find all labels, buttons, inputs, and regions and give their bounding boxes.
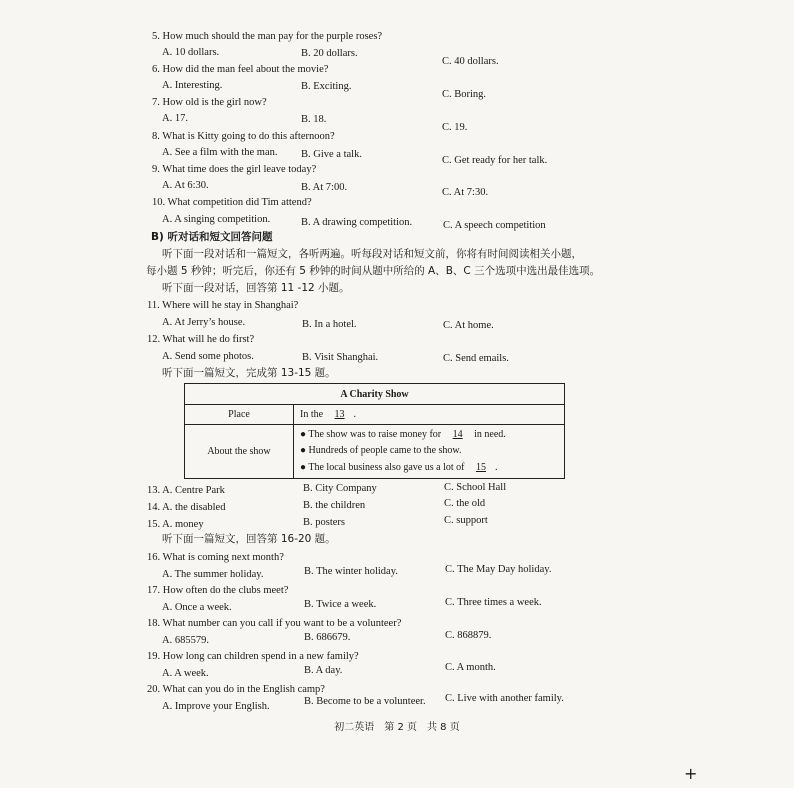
question-9-stem: 9. What time does the girl leave today?	[152, 164, 317, 175]
question-11-option-a: A. At Jerry’s house.	[162, 317, 246, 328]
option-15-a: 15. A. money	[147, 519, 204, 530]
bullet-icon: ●	[300, 445, 307, 457]
question-11-option-b: B. In a hotel.	[302, 319, 357, 330]
question-10-option-a: A. A singing competition.	[162, 214, 271, 225]
question-8-option-c: C. Get ready for her talk.	[442, 155, 548, 166]
table-title: A Charity Show	[185, 384, 565, 405]
question-19-option-b: B. A day.	[304, 665, 343, 676]
question-19-option-a: A. A week.	[162, 668, 209, 679]
question-11-stem: 11. Where will he stay in Shanghai?	[147, 300, 299, 311]
question-16-option-a: A. The summer holiday.	[162, 569, 264, 580]
option-15-b: B. posters	[303, 517, 345, 528]
question-5-option-a: A. 10 dollars.	[162, 47, 220, 58]
question-5-option-c: C. 40 dollars.	[442, 56, 499, 67]
question-12-stem: 12. What will he do first?	[147, 334, 255, 345]
question-7-option-b: B. 18.	[301, 114, 327, 125]
bullet-3-prefix: The local business also gave us a lot of	[308, 461, 465, 473]
bullet-1-suffix: in need.	[474, 428, 506, 440]
question-7-stem: 7. How old is the girl now?	[152, 97, 267, 108]
question-16-option-c: C. The May Day holiday.	[445, 564, 552, 575]
bullet-3-suffix: .	[494, 461, 498, 473]
option-15-c: C. support	[444, 515, 488, 526]
question-16-option-b: B. The winter holiday.	[304, 566, 398, 577]
question-6-option-c: C. Boring.	[442, 89, 487, 100]
question-8-option-b: B. Give a talk.	[301, 149, 362, 160]
about-label: About the show	[185, 425, 294, 479]
question-6-option-a: A. Interesting.	[162, 80, 223, 91]
question-20-option-a: A. Improve your English.	[162, 701, 270, 712]
place-label: Place	[185, 405, 294, 425]
option-13-c: C. School Hall	[444, 482, 507, 493]
instruction-16-20: 听下面一篇短文，回答第 16-20 题。	[162, 533, 336, 545]
option-14-a: 14. A. the disabled	[147, 502, 226, 513]
question-17-option-c: C. Three times a week.	[445, 597, 542, 608]
question-18-option-c: C. 868879.	[445, 630, 492, 641]
question-12-option-c: C. Send emails.	[443, 353, 509, 364]
question-10-option-c: C. A speech competition	[443, 220, 546, 231]
question-5-option-b: B. 20 dollars.	[301, 48, 358, 59]
option-14-b: B. the children	[303, 500, 366, 511]
question-19-stem: 19. How long can children spend in a new family?	[147, 651, 359, 662]
option-14-c: C. the old	[444, 498, 486, 509]
option-13-a: 13. A. Centre Park	[147, 485, 225, 496]
question-10-stem: 10. What competition did Tim attend?	[152, 197, 312, 208]
question-17-stem: 17. How often do the clubs meet?	[147, 585, 289, 596]
question-18-stem: 18. What number can you call if you want to be a volunteer?	[147, 618, 402, 629]
question-8-stem: 8. What is Kitty going to do this afternoon?	[152, 131, 335, 142]
question-17-option-a: A. Once a week.	[162, 602, 232, 613]
question-17-option-b: B. Twice a week.	[304, 599, 377, 610]
question-7-option-c: C. 19.	[442, 122, 468, 133]
bullet-icon: ●	[300, 428, 307, 440]
question-9-option-b: B. At 7:00.	[301, 182, 348, 193]
question-9-option-a: A. At 6:30.	[162, 180, 209, 191]
question-8-option-a: A. See a film with the man.	[162, 147, 278, 158]
place-prefix: In the	[300, 409, 324, 420]
question-5-stem: 5. How much should the man pay for the purple roses?	[152, 31, 383, 42]
question-12-option-a: A. Send some photos.	[162, 351, 254, 362]
question-16-stem: 16. What is coming next month?	[147, 552, 284, 563]
question-11-option-c: C. At home.	[443, 320, 494, 331]
bullet-line-2	[300, 443, 558, 460]
question-6-stem: 6. How did the man feel about the movie?	[152, 64, 329, 75]
question-12-option-b: B. Visit Shanghai.	[302, 352, 379, 363]
section-b-instruction-2: 每小题 5 秒钟；听完后，你还有 5 秒钟的时间从题中所给的 A、B、C 三个选项中选出最佳选项。	[146, 265, 601, 277]
instruction-13-15: 听下面一篇短文，完成第 13-15 题。	[162, 367, 336, 379]
bullet-line-1	[300, 427, 558, 444]
about-content	[294, 425, 565, 479]
place-suffix: .	[353, 409, 357, 420]
section-b-instruction-3: 听下面一段对话，回答第 11 -12 小题。	[162, 282, 350, 294]
question-7-option-a: A. 17.	[162, 113, 188, 124]
blank-15: 15	[475, 461, 486, 473]
question-18-option-a: A. 685579.	[162, 635, 209, 646]
option-13-b: B. City Company	[303, 483, 377, 494]
bullet-1-prefix: The show was to raise money for	[308, 428, 442, 440]
question-20-option-c: C. Live with another family.	[445, 693, 564, 704]
bullet-line-3	[300, 460, 558, 477]
place-value	[294, 405, 565, 425]
question-10-option-b: B. A drawing competition.	[301, 217, 413, 228]
bullet-icon: ●	[300, 461, 307, 473]
question-20-stem: 20. What can you do in the English camp?	[147, 684, 325, 695]
question-19-option-c: C. A month.	[445, 662, 496, 673]
question-18-option-b: B. 686679.	[304, 632, 351, 643]
blank-14: 14	[452, 428, 463, 440]
blank-13: 13	[334, 409, 345, 420]
page-footer: 初二英语 第 2 页 共 8 页	[334, 722, 460, 733]
charity-show-table	[184, 383, 565, 479]
question-20-option-b: B. Become to be a volunteer.	[304, 696, 426, 707]
corner-plus-mark: +	[684, 764, 698, 783]
question-9-option-c: C. At 7:30.	[442, 187, 489, 198]
bullet-2-text: Hundreds of people came to the show.	[308, 445, 462, 457]
question-6-option-b: B. Exciting.	[301, 81, 352, 92]
section-b-title: B) 听对话和短文回答问题	[151, 231, 273, 243]
section-b-instruction-1: 听下面一段对话和一篇短文，各听两遍。听每段对话和短文前，你将有时间阅读相关小题，	[162, 248, 582, 260]
